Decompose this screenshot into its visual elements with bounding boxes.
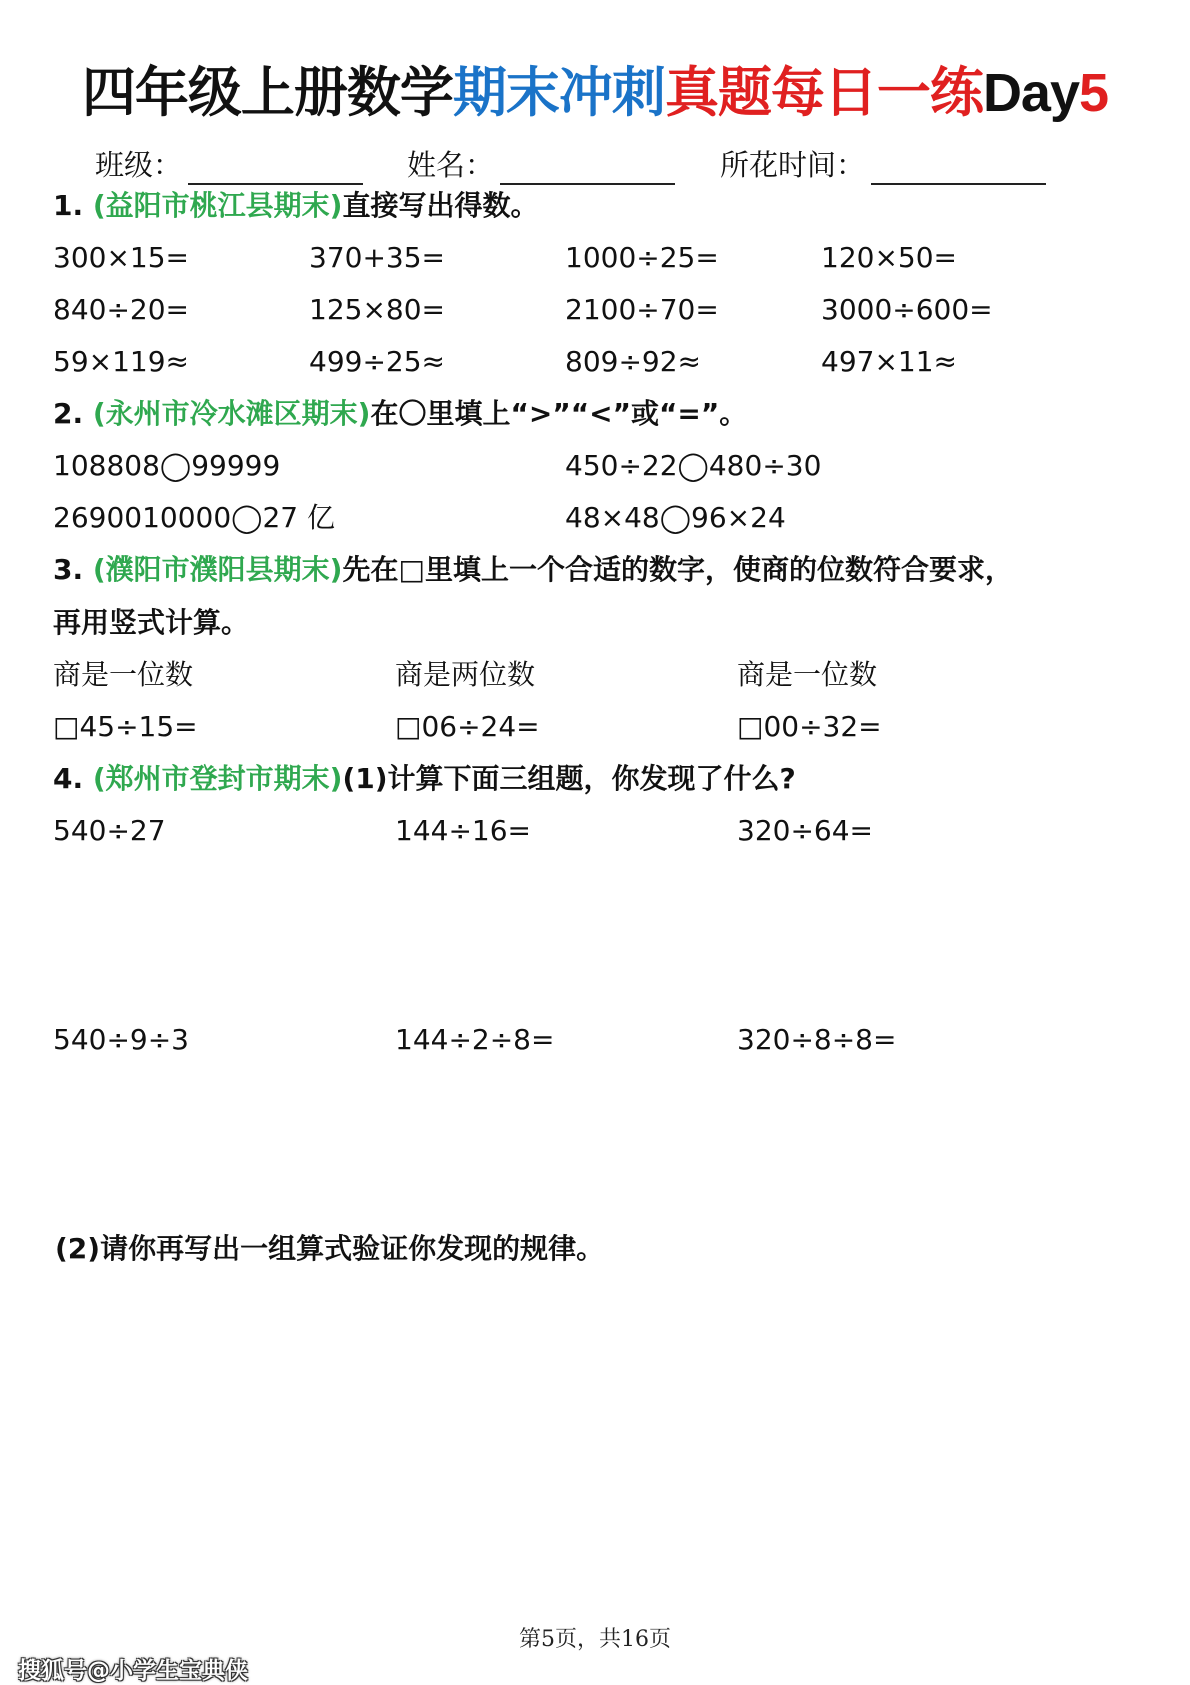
question-1-header [53, 186, 539, 226]
q3-expr: □06÷24= [395, 710, 540, 743]
name-label: 姓名： [407, 148, 495, 182]
class-blank[interactable] [188, 157, 363, 185]
question-4-header [53, 759, 796, 799]
question-3-text-line2: 再用竖式计算。 [53, 606, 250, 639]
q4-expr: 144÷16= [395, 814, 531, 847]
question-4-source: (郑州市登封市期末) [92, 762, 343, 795]
q3-label: 商是两位数 [395, 658, 536, 691]
title-part-day-number: 5 [1079, 63, 1109, 123]
time-blank[interactable] [871, 157, 1046, 185]
q1-item: 125×80= [309, 293, 445, 326]
q2-item: 450÷22◯480÷30 [565, 449, 822, 482]
question-2-text: 在〇里填上“>”“<”或“=”。 [370, 397, 748, 430]
q4-expr: 320÷64= [737, 814, 873, 847]
q4-expr: 144÷2÷8= [395, 1023, 555, 1056]
title-part-day: Day [982, 63, 1079, 123]
title-part-sprint: 期末冲刺 [452, 61, 665, 124]
time-label: 所花时间： [720, 148, 866, 182]
question-3-number: 3. [53, 553, 84, 586]
question-2-source: (永州市冷水滩区期末) [92, 397, 371, 430]
q1-item: 300×15= [53, 241, 189, 274]
q1-item: 2100÷70= [565, 293, 719, 326]
question-1-source: (益阳市桃江县期末) [92, 189, 343, 222]
q3-label: 商是一位数 [737, 658, 878, 691]
q1-item: 840÷20= [53, 293, 189, 326]
q1-item: 120×50= [821, 241, 957, 274]
q4-expr: 540÷9÷3 [53, 1023, 189, 1056]
q2-item: 108808◯99999 [53, 449, 281, 482]
q1-item: 59×119≈ [53, 345, 189, 378]
title-part-daily: 真题每日一练 [664, 61, 983, 124]
q1-item: 370+35= [309, 241, 445, 274]
page-footer: 第5页，共16页 [519, 1627, 671, 1652]
question-4-text: (1)计算下面三组题，你发现了什么? [342, 762, 796, 795]
q1-item: 3000÷600= [821, 293, 993, 326]
q2-item: 48×48◯96×24 [565, 501, 786, 534]
page-title [0, 58, 1190, 128]
q1-item: 499÷25≈ [309, 345, 445, 378]
q1-item: 497×11≈ [821, 345, 957, 378]
q4-expr: 540÷27 [53, 814, 166, 847]
question-1-text: 直接写出得数。 [342, 189, 539, 222]
question-1-number: 1. [53, 189, 84, 222]
time-field [720, 145, 1046, 185]
question-3-source: (濮阳市濮阳县期末) [92, 553, 343, 586]
q3-expr: □45÷15= [53, 710, 198, 743]
question-4-number: 4. [53, 762, 84, 795]
title-part-grade: 四年级上册数学 [81, 61, 453, 124]
name-field [407, 145, 675, 185]
q3-expr: □00÷32= [737, 710, 882, 743]
class-label: 班级： [95, 148, 183, 182]
q1-item: 1000÷25= [565, 241, 719, 274]
q3-label: 商是一位数 [53, 658, 194, 691]
question-4-part-2: (2)请你再写出一组算式验证你发现的规律。 [55, 1232, 605, 1265]
q4-expr: 320÷8÷8= [737, 1023, 897, 1056]
question-3-header [53, 550, 1013, 590]
watermark: 搜狐号@小学生宝典侠 [18, 1658, 248, 1684]
question-3-text: 先在□里填上一个合适的数字，使商的位数符合要求， [342, 553, 1013, 586]
q2-item: 2690010000◯27 亿 [53, 501, 336, 534]
question-2-number: 2. [53, 397, 84, 430]
q1-item: 809÷92≈ [565, 345, 701, 378]
name-blank[interactable] [500, 157, 675, 185]
class-field [95, 145, 363, 185]
question-2-header [53, 394, 747, 434]
